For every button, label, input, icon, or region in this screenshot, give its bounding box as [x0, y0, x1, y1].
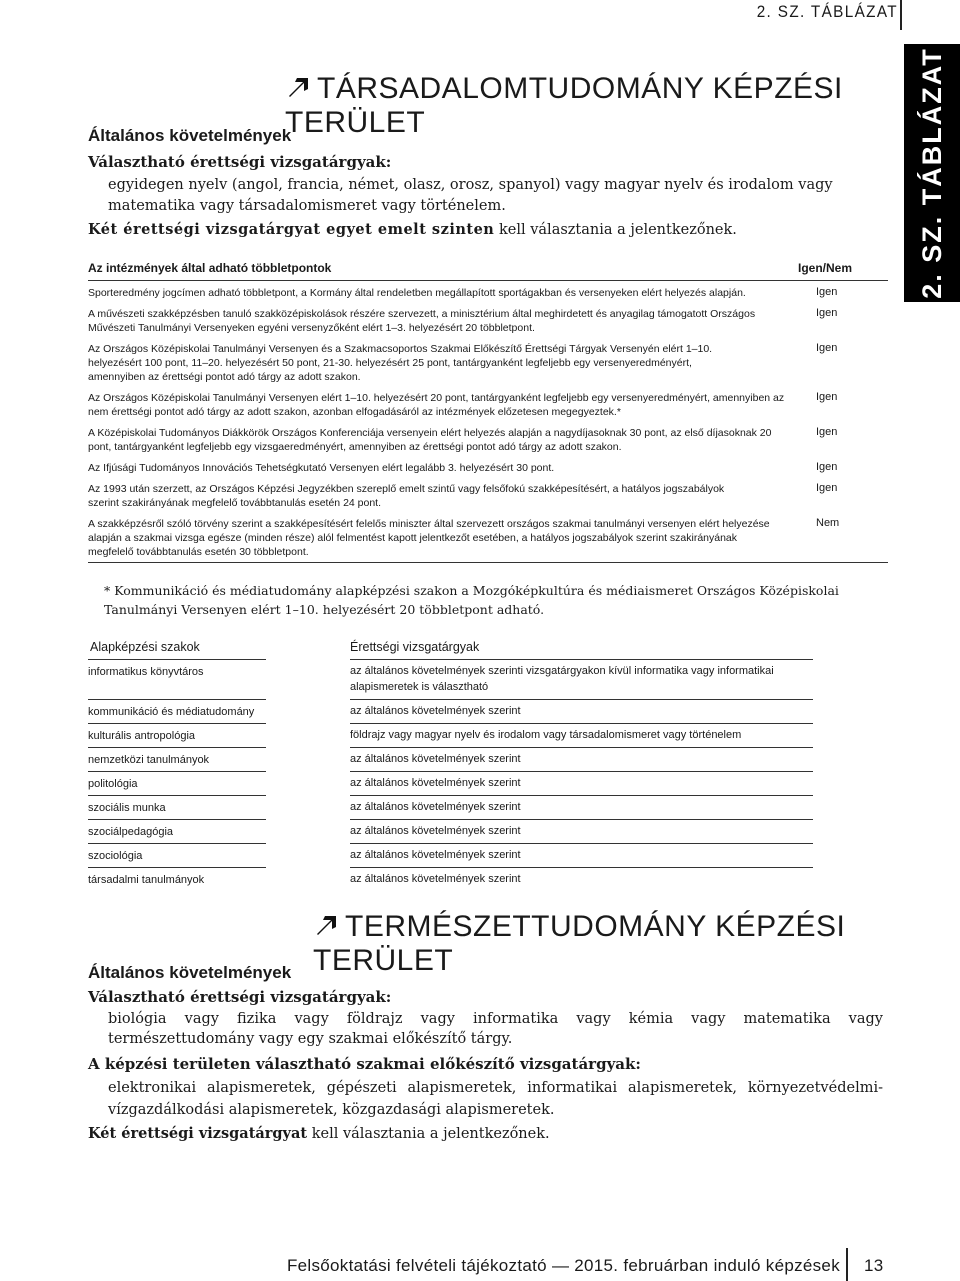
- general-requirements-heading: Általános követelmények: [88, 126, 292, 145]
- program-subjects: az általános követelmények szerinti vizsgatárgyakon kívül informatika vagy informatikai alapismeretek is választható: [350, 659, 813, 695]
- program-name: szociális munka: [88, 795, 266, 815]
- footer-title: Felsőoktatási felvételi tájékoztató — 2015. februárban induló képzések: [286, 1256, 840, 1275]
- two-subjects-note: Két érettségi vizsgatárgyat egyet emelt szinten kell választania a jelentkezőnek.: [88, 221, 737, 238]
- table-row: [88, 387, 888, 422]
- table-row: [88, 866, 813, 890]
- table-row: [88, 698, 813, 722]
- bonus-row-value: Nem: [816, 517, 840, 529]
- bonus-row-text: Az Országos Középiskolai Tanulmányi Versenyen és a Szakmacsoportos Szakmai Előkészítő Érettségi Tárgyak Versenyén elért 1–10. helyezésért 100 pont, 11–20. helyezésért 50 pont, 21-30. helyezésért 25 pont, tantárgyanként legfeljebb egy versenyeredményért, amennyiben az érettségi pontot adó tárgy az adott szakon.: [88, 343, 713, 383]
- section-title-social-sciences: TÁRSADALOMTUDOMÁNY KÉPZÉSI TERÜLET: [285, 72, 843, 139]
- table-row: [88, 303, 888, 338]
- footnote: * Kommunikáció és médiatudomány alapképzési szakon a Mozgóképkultúra és médiaismeret Országos Középiskolai Tanulmányi Versenyen elért 1–10. helyezésért 20 többletpont adható.: [104, 583, 839, 617]
- program-name: szociálpedagógia: [88, 819, 266, 839]
- table-row: [88, 658, 813, 698]
- program-subjects: az általános követelmények szerint: [350, 771, 813, 791]
- table-row: [88, 422, 888, 457]
- table-row: [88, 794, 813, 818]
- side-tab-label: 2. SZ. TÁBLÁZAT: [917, 47, 947, 299]
- program-subjects: az általános követelmények szerint: [350, 747, 813, 767]
- programs-table: [88, 638, 813, 890]
- program-subjects: az általános követelmények szerint: [350, 867, 813, 887]
- table-row: [88, 513, 888, 562]
- table-row: [88, 770, 813, 794]
- table-row: [88, 746, 813, 770]
- program-name: szociológia: [88, 843, 266, 863]
- table-row: [88, 722, 813, 746]
- bonus-row-text: Az 1993 után szerzett, az Országos Képzési Jegyzékben szereplő emelt szintű vagy felsőfokú szakképesítésért, a hatályos jogszabályok szerint szakirányának megfelelő továbbtanulás esetén 24 pont.: [88, 483, 725, 509]
- page-number: 13: [864, 1256, 884, 1275]
- programs-table-header: [88, 638, 813, 658]
- bonus-row-value: Igen: [816, 482, 838, 494]
- bonus-header-left: Az intézmények által adható többletpontok: [88, 261, 332, 275]
- bonus-row-value: Igen: [816, 391, 838, 403]
- program-subjects: az általános követelmények szerint: [350, 819, 813, 839]
- bonus-table-header: [88, 258, 888, 280]
- table-row: [88, 281, 888, 303]
- top-tab-divider: [900, 0, 902, 30]
- bonus-row-text: Sporteredmény jogcímen adható többletpont, a Kormány által rendeletben megállapított sportágakban és versenyeken elért helyezés alapján.: [88, 287, 746, 299]
- program-subjects: az általános követelmények szerint: [350, 795, 813, 815]
- program-name: kommunikáció és médiatudomány: [88, 699, 266, 719]
- bonus-row-text: Az Ifjúsági Tudományos Innovációs Tehetségkutató Versenyen elért legalább 3. helyezésért 30 pont.: [88, 462, 555, 474]
- bonus-row-text: A szakképzésről szóló törvény szerint a szakképesítésért felelős miniszter által szervezett országos szakmai tanulmányi versenyen elért helyezése alapján a szakmai vizsga egésze (minden része) alól felmentést kapott jelentkezőt esetében, a hatályos jogszabályok szerint szakirányának megfelelő továbbtanulás esetén 30 többletpont.: [88, 518, 770, 558]
- table-row: [88, 457, 888, 478]
- table-row: [88, 478, 888, 513]
- bonus-row-text: A Középiskolai Tudományos Diákkörök Országos Konferenciája versenyein elért helyezés alapján a nagydíjasoknak 30 pont, az első díjasoknak 20 pont, tantárgyanként legfeljebb egy vizsgaeredményért, amennyiben az érettségi pontot adó tárgy az adott szakon.: [88, 427, 772, 453]
- program-name: informatikus könyvtáros: [88, 659, 266, 679]
- table-row: [88, 818, 813, 842]
- bonus-row-value: Igen: [816, 461, 838, 473]
- program-subjects: az általános követelmények szerint: [350, 843, 813, 863]
- bonus-row-value: Igen: [816, 286, 838, 298]
- bonus-row-value: Igen: [816, 307, 838, 319]
- table-row: [88, 338, 888, 387]
- choosable-subjects-heading: Választható érettségi vizsgatárgyak:: [88, 153, 392, 171]
- program-name: kulturális antropológia: [88, 723, 266, 743]
- bonus-row-text: A művészeti szakképzésben tanuló szakközépiskolások részére szervezett, a minisztérium által meghirdetett és anyagilag támogatott Országos Művészeti Tanulmányi Versenyeken egyéni versenyzőként elért 1–3. helyezésért 20 többletpont.: [88, 308, 756, 334]
- bonus-row-text: Az Országos Középiskolai Tanulmányi Versenyen elért 1–10. helyezésért 20 pont, tantárgyanként legfeljebb egy versenyeredményért, amennyiben az nem érettségi pontot adó tárgy az adott szakon, azonban elfogadásáról az intézmények előzetesen megegyeztek.*: [88, 392, 785, 418]
- choosable-subjects-heading-2: Választható érettségi vizsgatárgyak:: [88, 988, 392, 1006]
- footer-rule: [88, 562, 888, 563]
- programs-rows: [88, 658, 813, 890]
- prep-subjects-heading: A képzési területen választható szakmai előkészítő vizsgatárgyak:: [88, 1055, 641, 1073]
- program-subjects: földrajz vagy magyar nyelv és irodalom vagy társadalomismeret vagy történelem: [350, 723, 813, 743]
- footer-divider: [846, 1248, 848, 1281]
- table-row: [88, 842, 813, 866]
- two-subjects-note-2: Két érettségi vizsgatárgyat kell választania a jelentkezőnek.: [88, 1125, 550, 1142]
- bonus-row-value: Igen: [816, 426, 838, 438]
- arrow-up-right-icon: [285, 74, 311, 100]
- arrow-up-right-icon: [313, 912, 339, 938]
- programs-col-header: Alapképzési szakok: [90, 640, 200, 654]
- subjects-line-1: egyidegen nyelv (angol, francia, német, olasz, orosz, spanyol) vagy magyar nyelv és irodalom vagy: [108, 177, 833, 193]
- program-name: társadalmi tanulmányok: [88, 867, 266, 887]
- general-requirements-heading-2: Általános követelmények: [88, 963, 292, 982]
- program-subjects: az általános követelmények szerint: [350, 699, 813, 719]
- top-tab-label: 2. SZ. TÁBLÁZAT: [756, 2, 898, 21]
- subjects-col-header: Érettségi vizsgatárgyak: [350, 640, 480, 654]
- bonus-row-value: Igen: [816, 342, 838, 354]
- section-title-natural-sciences: TERMÉSZETTUDOMÁNY KÉPZÉSI TERÜLET: [313, 910, 846, 977]
- natural-subjects-list: biológia vagy fizika vagy földrajz vagy informatika vagy kémia vagy matematika vagy természettudomány vagy egy szakmai előkészítő tárgy.: [108, 1011, 883, 1047]
- program-name: nemzetközi tanulmányok: [88, 747, 266, 767]
- bonus-header-right: Igen/Nem: [798, 261, 853, 275]
- prep-subjects-list: elektronikai alapismeretek, gépészeti alapismeretek, informatikai alapismeretek, környezetvédelmi-vízgazdálkodási alapismeretek, közgazdasági alapismeretek.: [108, 1080, 883, 1118]
- subjects-line-2: matematika vagy társadalomismeret vagy történelem.: [108, 198, 506, 214]
- program-name: politológia: [88, 771, 266, 791]
- bonus-points-table: [88, 258, 888, 563]
